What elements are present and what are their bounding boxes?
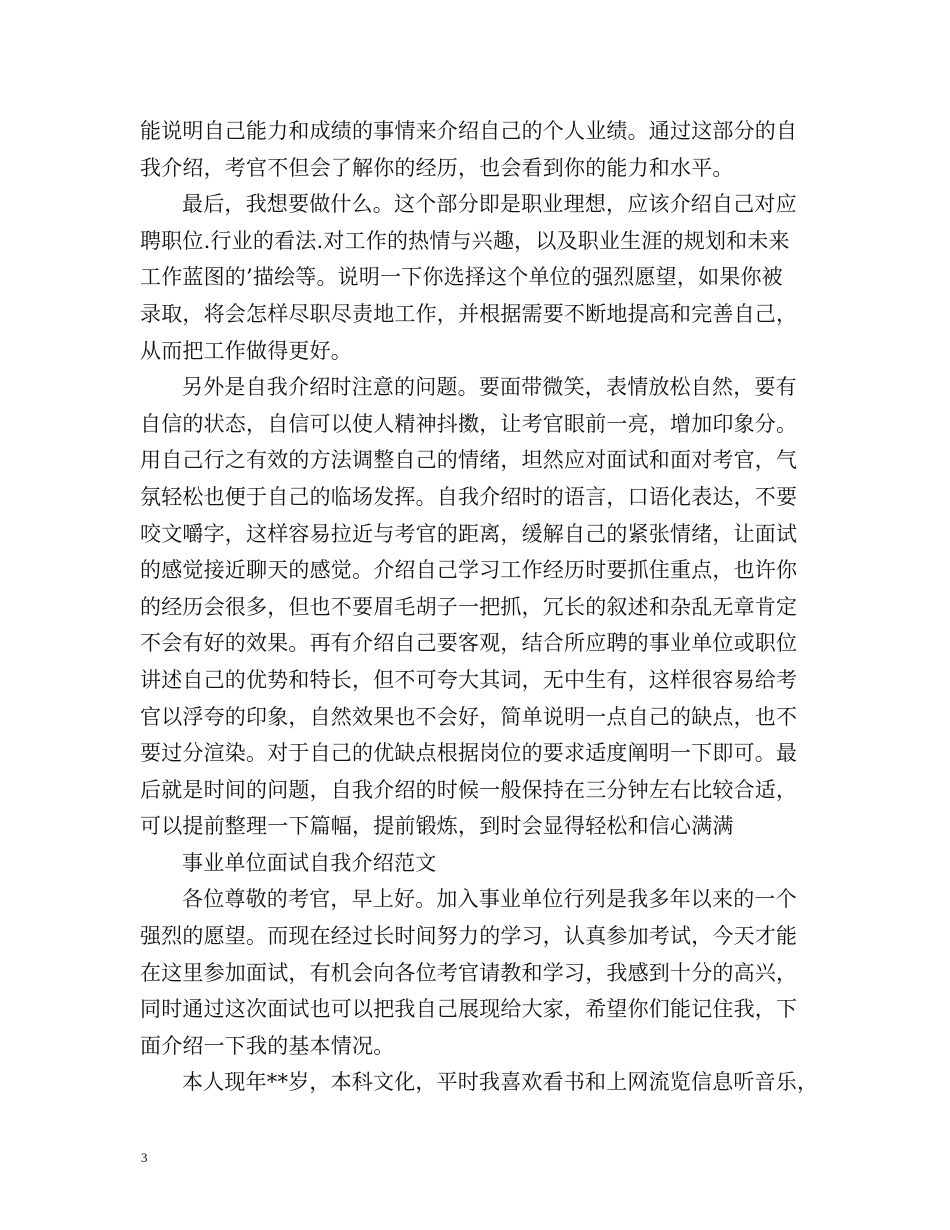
text-line: 强烈的愿望。而现在经过长时间努力的学习，认真参加考试，今天才能: [140, 924, 798, 949]
text-line: 能说明自己能力和成绩的事情来介绍自己的个人业绩。通过这部分的自: [140, 119, 798, 143]
text-line: 事业单位面试自我介绍范文: [182, 850, 437, 875]
page-number: 3: [141, 1150, 148, 1165]
text-line: 的经历会很多，但也不要眉毛胡子一把抓，冗长的叙述和杂乱无章肯定: [140, 594, 798, 619]
text-line: 的感觉接近聊天的感觉。介绍自己学习工作经历时要抓住重点，也许你: [140, 558, 798, 583]
text-line: 同时通过这次面试也可以把我自己展现给大家，希望你们能记住我，下: [140, 997, 798, 1022]
text-line: 后就是时间的问题，自我介绍的时候一般保持在三分钟左右比较合适，: [140, 777, 798, 802]
text-line: 另外是自我介绍时注意的问题。要面带微笑，表情放松自然，要有: [182, 375, 797, 400]
text-line: 录取，将会怎样尽职尽责地工作，并根据需要不断地提高和完善自己，: [140, 301, 798, 326]
text-line: 从而把工作做得更好。: [140, 338, 352, 363]
text-line: 咬文嚼字，这样容易拉近与考官的距离，缓解自己的紧张情绪，让面试: [140, 521, 798, 546]
text-line: 我介绍，考官不但会了解你的经历，也会看到你的能力和水平。: [140, 155, 734, 180]
text-line: 最后，我想要做什么。这个部分即是职业理想，应该介绍自己对应: [182, 192, 797, 217]
text-line: 可以提前整理一下篇幅，提前锻炼，到时会显得轻松和信心满满: [140, 814, 734, 839]
text-line: 面介绍一下我的基本情况。: [140, 1033, 395, 1058]
text-line: 聘职位.行业的看法.对工作的热情与兴趣，以及职业生涯的规划和未来: [140, 228, 790, 253]
text-line: 官以浮夸的印象，自然效果也不会好，简单说明一点自己的缺点，也不: [140, 704, 798, 729]
text-line: 要过分渲染。对于自己的优缺点根据岗位的要求适度阐明一下即可。最: [140, 741, 798, 766]
text-line: 在这里参加面试，有机会向各位考官请教和学习，我感到十分的高兴，: [140, 960, 798, 985]
text-line: 氛轻松也便于自己的临场发挥。自我介绍时的语言，口语化表达，不要: [140, 484, 798, 509]
text-line: 自信的状态，自信可以使人精神抖擞，让考官眼前一亮，增加印象分。: [140, 411, 798, 436]
text-line: 不会有好的效果。再有介绍自己要客观，结合所应聘的事业单位或职位: [140, 631, 798, 656]
text-line: 讲述自己的优势和特长，但不可夸大其词，无中生有，这样很容易给考: [140, 667, 798, 692]
text-line: 用自己行之有效的方法调整自己的情绪，坦然应对面试和面对考官，气: [140, 448, 798, 473]
text-line: 本人现年**岁，本科文化，平时我喜欢看书和上网流览信息听音乐，: [182, 1070, 819, 1095]
body-text: [140, 113, 820, 1101]
text-line: 各位尊敬的考官，早上好。加入事业单位行列是我多年以来的一个: [182, 887, 797, 912]
text-line: 工作蓝图的’描绘等。说明一下你选择这个单位的强烈愿望，如果你被: [140, 265, 783, 290]
